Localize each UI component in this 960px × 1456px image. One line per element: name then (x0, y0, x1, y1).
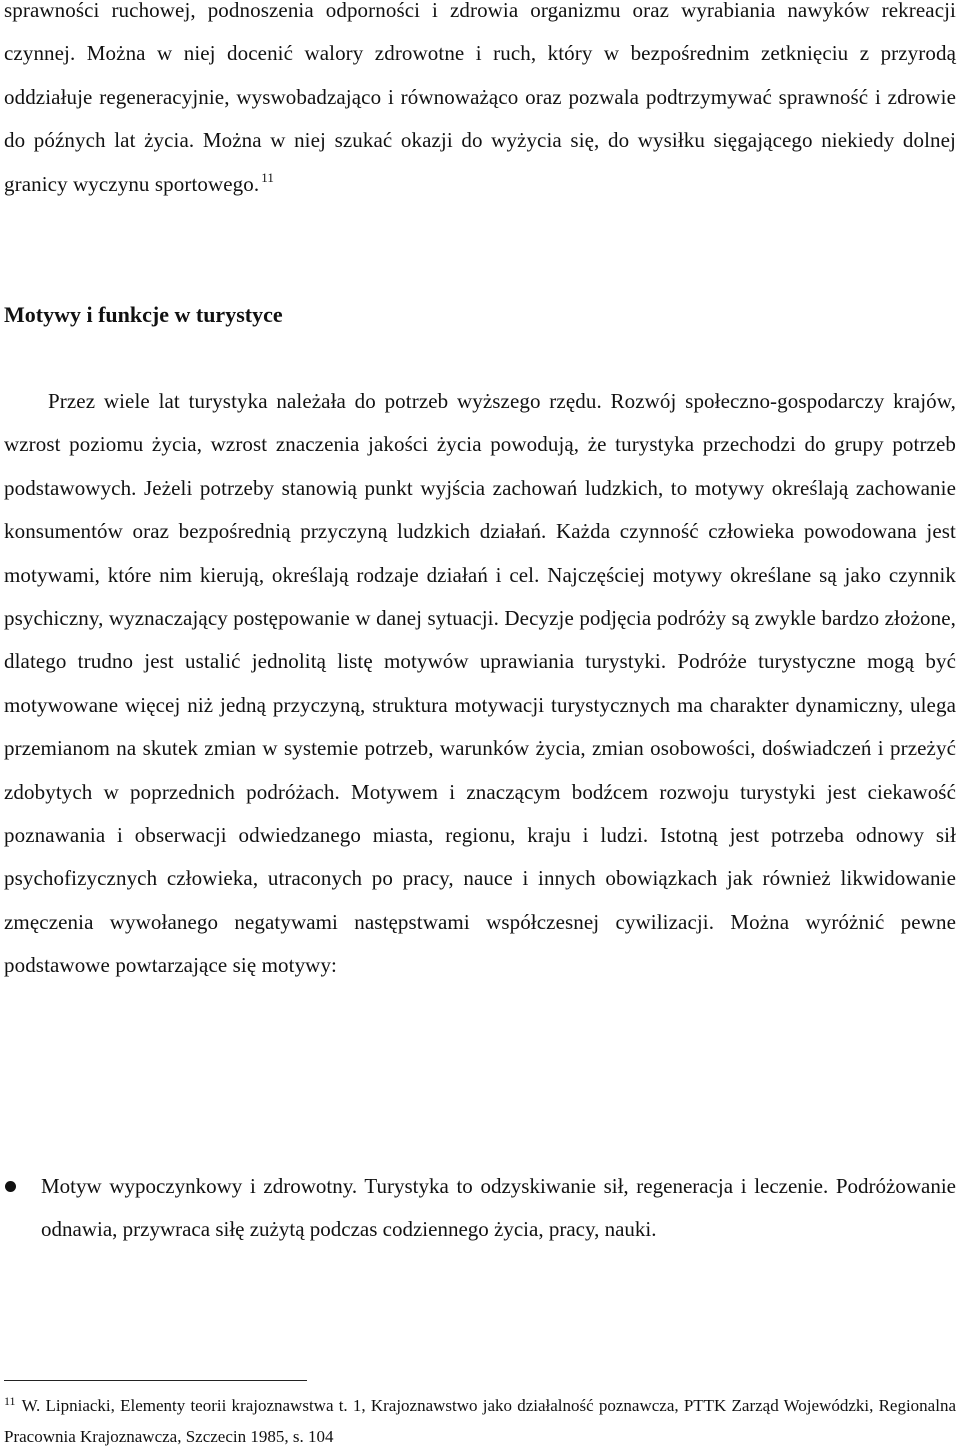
list-item-text: Motyw wypoczynkowy i zdrowotny. Turystyka to odzyskiwanie sił, regeneracja i leczenie. Podróżowanie odnawia, przywraca siłę zużytą podczas codziennego życia, pracy, nauki. (41, 1174, 956, 1242)
section-heading: Motywy i funkcje w turystyce (4, 302, 283, 327)
body-paragraph (4, 0, 956, 206)
paragraph-text: sprawności ruchowej, podnoszenia odporności i zdrowia organizmu oraz wyrabiania nawyków rekreacji czynnej. Można w niej docenić walory zdrowotne i ruch, który w bezpośrednim zetknięciu z przyrodą oddziałuje regeneracyjnie, wyswobadzająco i równoważąco oraz pozwala podtrzymywać sprawność i zdrowie do późnych lat życia. Można w niej szukać okazji do wyżycia się, do wysiłku sięgającego niekiedy dolnej granicy wyczynu sportowego. (4, 0, 956, 196)
footnote-number: 11 (4, 1394, 16, 1408)
bullet-list (0, 1165, 960, 1252)
footnote-text: W. Lipniacki, Elementy teorii krajoznawstwa t. 1, Krajoznawstwo jako działalność poznawcza, PTTK Zarząd Wojewódzki, Regionalna Pracownia Krajoznawcza, Szczecin 1985, s. 104 (4, 1396, 956, 1446)
bullet-icon (5, 1181, 16, 1192)
footnote (4, 1390, 956, 1452)
body-paragraph: Przez wiele lat turystyka należała do potrzeb wyższego rzędu. Rozwój społeczno-gospodarczy krajów, wzrost poziomu życia, wzrost znaczenia jakości życia powodują, że turystyka przechodzi do grupy potrzeb podstawowych. Jeżeli potrzeby stanowią punkt wyjścia zachowań ludzkich, to motywy określają zachowanie konsumentów oraz bezpośrednią przyczyną ludzkich działań. Każda czynność człowieka powodowana jest motywami, które nim kierują, określają rodzaje działań i cel. Najczęściej motywy określane są jako czynnik psychiczny, wyznaczający postępowanie w danej sytuacji. Decyzje podjęcia podróży są zwykle bardzo złożone, dlatego trudno jest ustalić jednolitą listę motywów uprawiania turystyki. Podróże turystyczne mogą być motywowane więcej niż jedną przyczyną, struktura motywacji turystycznych ma charakter dynamiczny, ulega przemianom na skutek zmian w systemie potrzeb, warunków życia, zmian osobowości, doświadczeń i przeżyć zdobytych w poprzednich podróżach. Motywem i znaczącym bodźcem rozwoju turystyki jest ciekawość poznawania i obserwacji odwiedzanego miasta, regionu, kraju i ludzi. Istotną jest potrzeba odnowy sił psychofizycznych człowieka, utraconych po pracy, nauce i innych obowiązkach jak również likwidowanie zmęczenia wywołanego negatywami następstwami współczesnej cywilizacji. Można wyróżnić pewne podstawowe powtarzające się motywy: (4, 389, 956, 978)
footnote-separator (4, 1380, 307, 1381)
footnote-reference[interactable]: 11 (261, 169, 274, 185)
list-item (0, 1165, 956, 1252)
